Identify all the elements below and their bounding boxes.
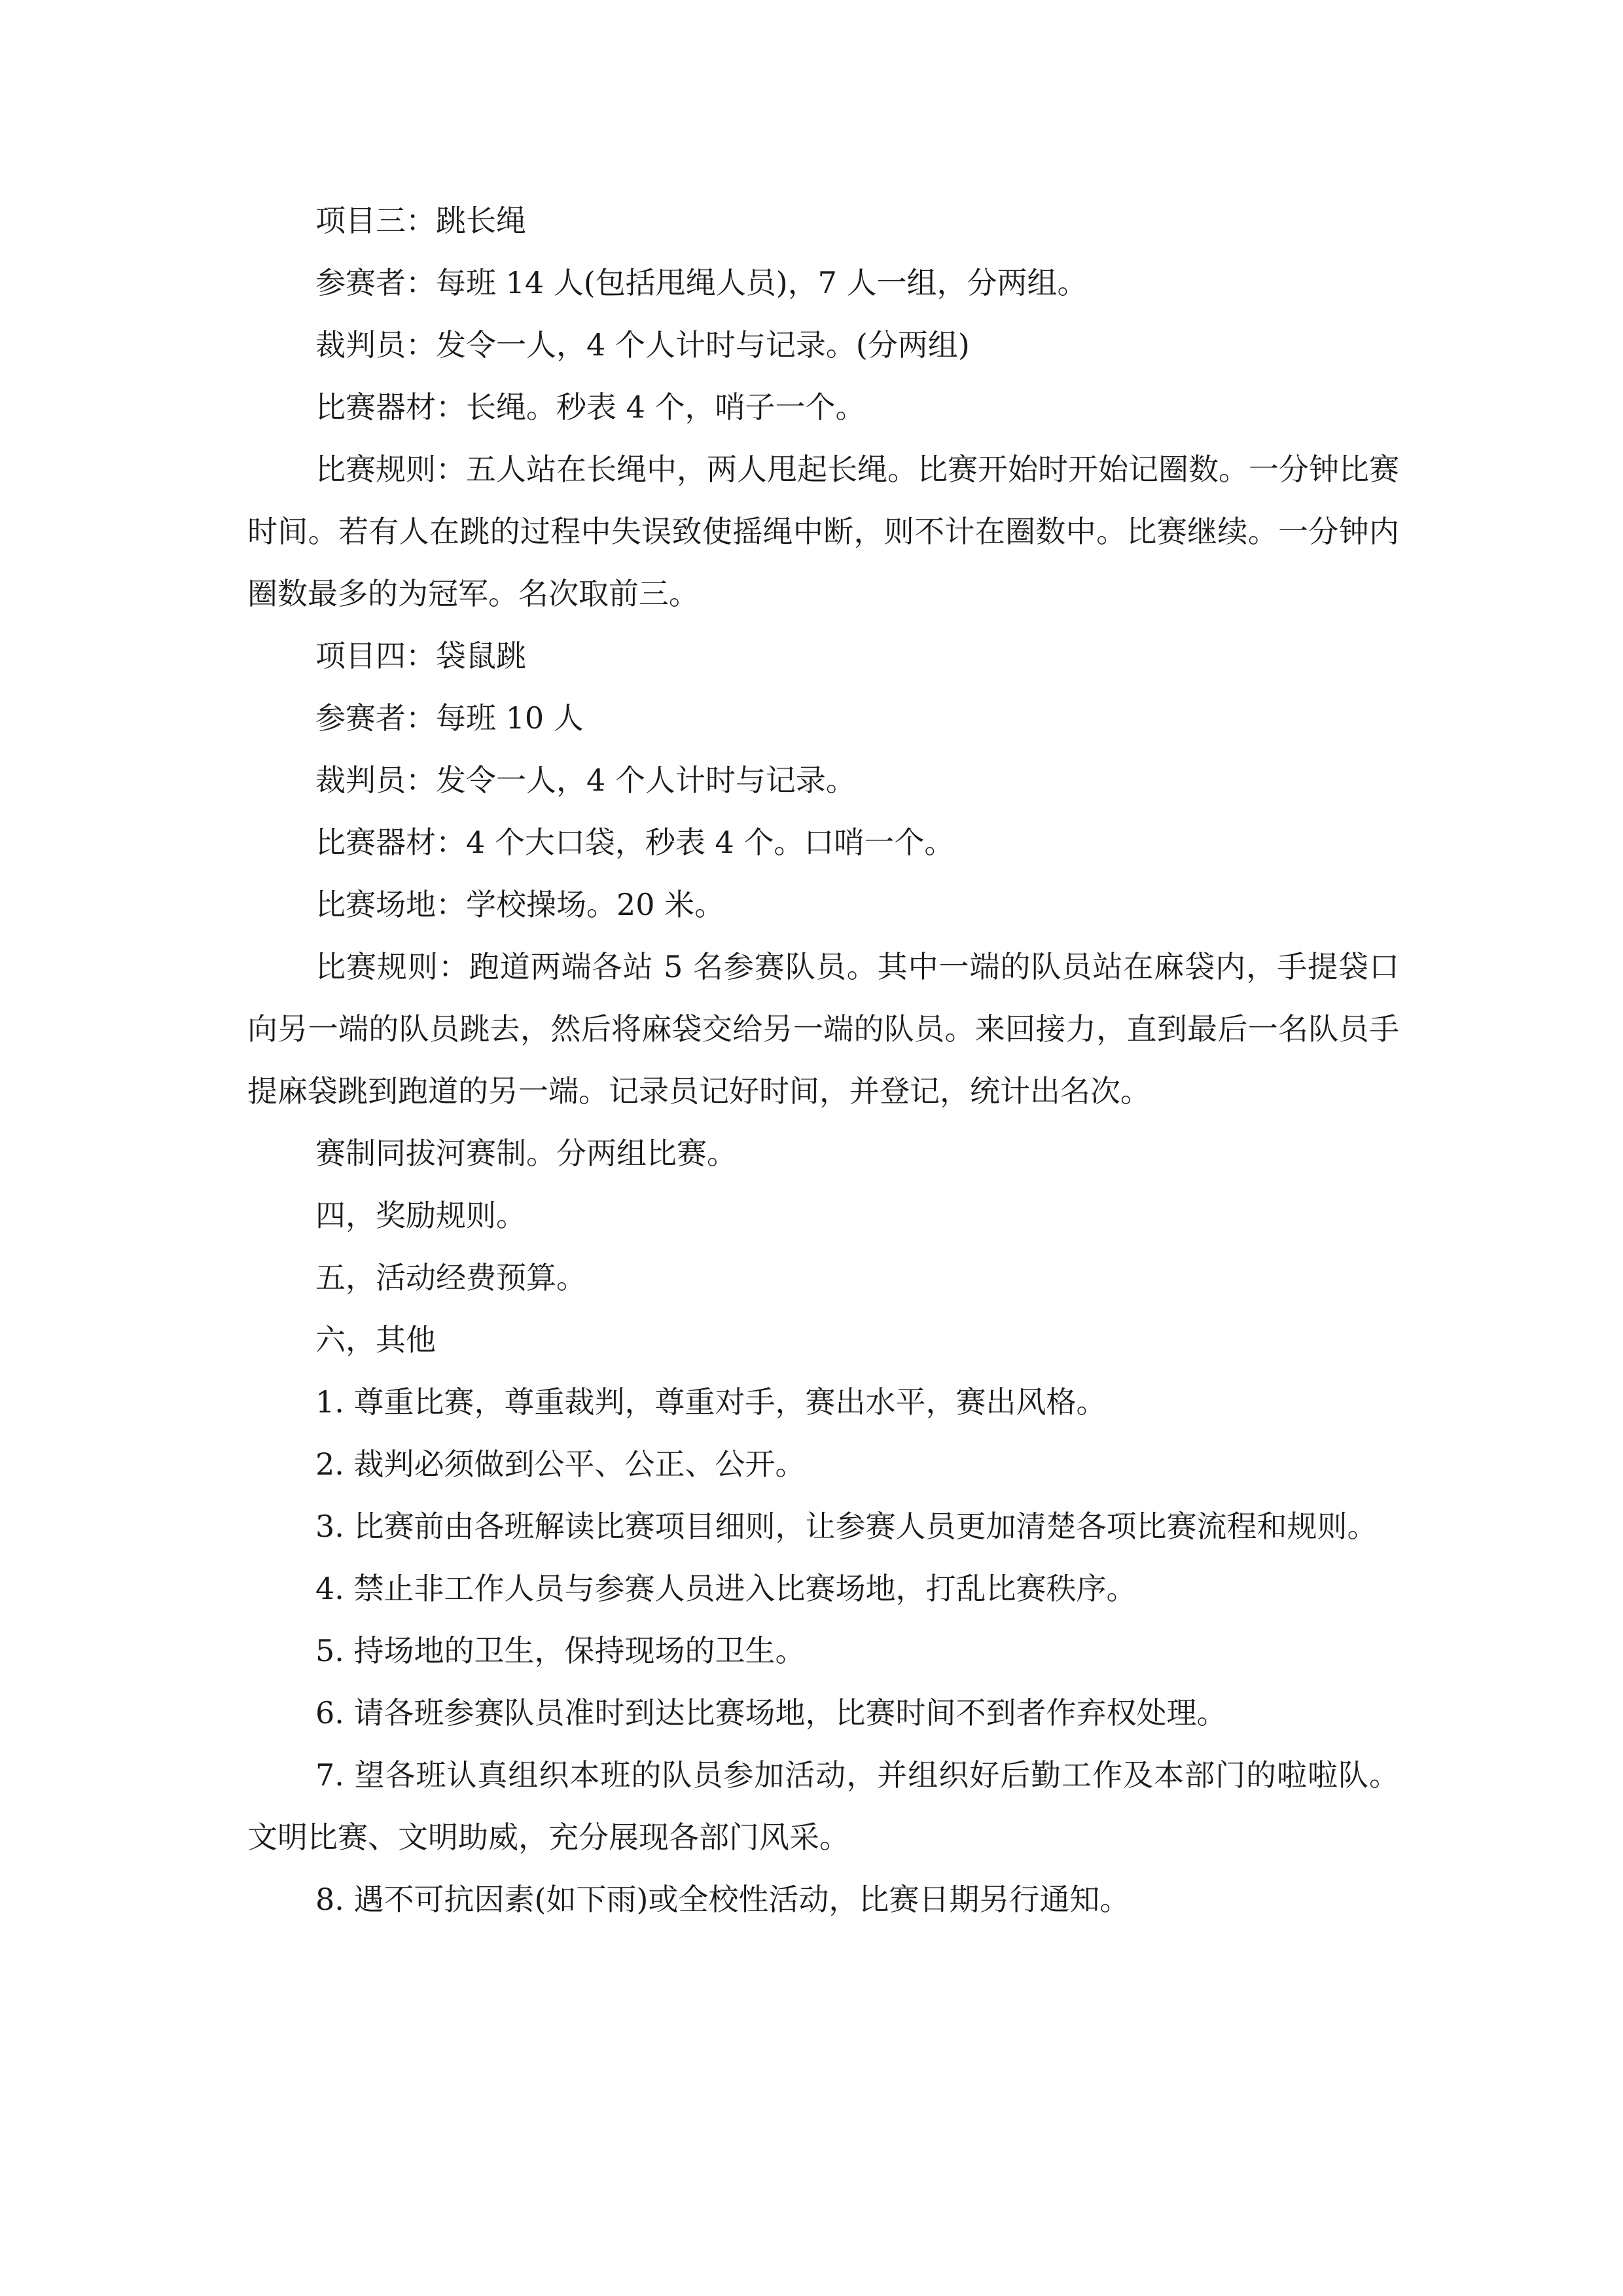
paragraph-event-4-venue: 比赛场地：学校操场。20 米。: [315, 887, 725, 922]
paragraph-event-4-equipment: 比赛器材：4 个大口袋，秒表 4 个。口哨一个。: [315, 825, 955, 860]
paragraph-event-3-rules: 比赛规则：五人站在长绳中，两人甩起长绳。比赛开始时开始记圈数。一分钟比赛时间。若有人在跳的过程中失误致使摇绳中断，则不计在圈数中。比赛继续。一分钟内圈数最多的为冠军。名次取前三。: [247, 452, 1399, 611]
paragraph-event-3-title: 项目三：跳长绳: [315, 203, 526, 238]
section-heading-other: 六，其他: [315, 1322, 436, 1357]
list-item-3: 3. 比赛前由各班解读比赛项目细则，让参赛人员更加清楚各项比赛流程和规则。: [315, 1509, 1378, 1544]
section-heading-budget: 五，活动经费预算。: [315, 1260, 586, 1295]
paragraph-event-4-participants: 参赛者：每班 10 人: [315, 700, 584, 736]
document-body: [247, 190, 1399, 1931]
list-item-8: 8. 遇不可抗因素(如下雨)或全校性活动，比赛日期另行通知。: [315, 1882, 1130, 1917]
list-item-4: 4. 禁止非工作人员与参赛人员进入比赛场地，打乱比赛秩序。: [315, 1571, 1137, 1606]
paragraph-event-4-referees: 裁判员：发令一人，4 个人计时与记录。: [315, 762, 856, 798]
list-item-2: 2. 裁判必须做到公平、公正、公开。: [315, 1446, 806, 1482]
paragraph-event-4-title: 项目四：袋鼠跳: [315, 638, 526, 673]
list-item-1: 1. 尊重比赛，尊重裁判，尊重对手，赛出水平，赛出风格。: [315, 1384, 1107, 1420]
list-item-5: 5. 持场地的卫生，保持现场的卫生。: [315, 1633, 806, 1668]
paragraph-event-4-rules: 比赛规则：跑道两端各站 5 名参赛队员。其中一端的队员站在麻袋内，手提袋口向另一端的队员跳去，然后将麻袋交给另一端的队员。来回接力，直到最后一名队员手提麻袋跳到跑道的另一端。记录员记好时间，并登记，统计出名次。: [247, 949, 1399, 1109]
section-heading-awards: 四，奖励规则。: [315, 1198, 526, 1233]
paragraph-format: 赛制同拔河赛制。分两组比赛。: [315, 1136, 737, 1171]
paragraph-event-3-participants: 参赛者：每班 14 人(包括甩绳人员)，7 人一组，分两组。: [315, 265, 1088, 300]
list-item-7: 7. 望各班认真组织本班的队员参加活动，并组织好后勤工作及本部门的啦啦队。文明比赛、文明助威，充分展现各部门风采。: [247, 1757, 1399, 1855]
paragraph-event-3-referees: 裁判员：发令一人，4 个人计时与记录。(分两组): [315, 327, 970, 363]
list-item-6: 6. 请各班参赛队员准时到达比赛场地，比赛时间不到者作弃权处理。: [315, 1695, 1227, 1731]
paragraph-event-3-equipment: 比赛器材：长绳。秒表 4 个，哨子一个。: [315, 389, 866, 425]
